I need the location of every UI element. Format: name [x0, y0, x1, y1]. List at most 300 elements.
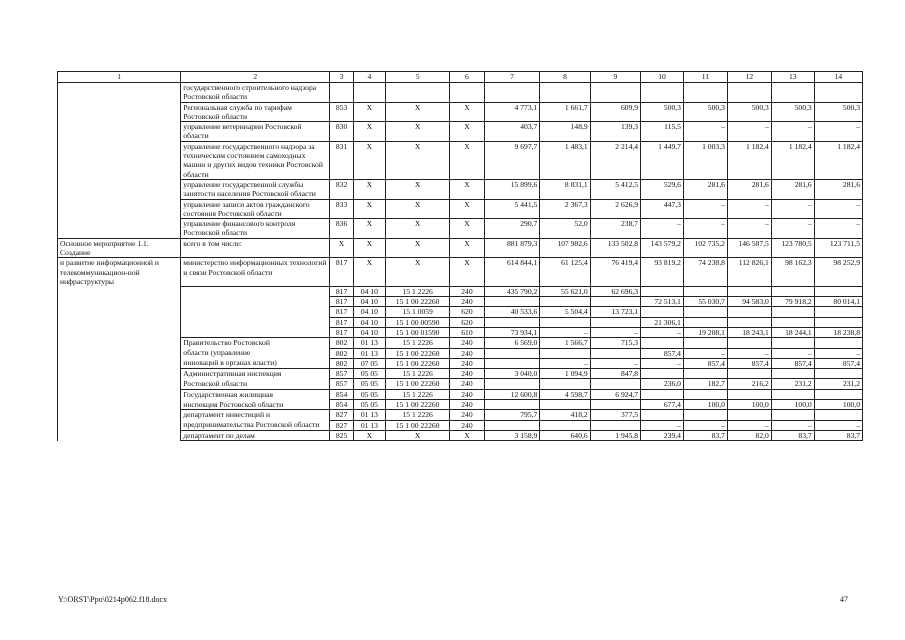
table-row	[58, 102, 863, 122]
table-cell: 01 13	[353, 420, 385, 430]
table-cell: 76 419,4	[590, 258, 640, 286]
table-cell: 15 1 0059	[385, 307, 449, 317]
table-cell: 802	[330, 338, 354, 348]
table-cell	[683, 286, 727, 296]
table-row	[58, 369, 863, 379]
table-cell: –	[771, 122, 814, 142]
table-cell	[58, 102, 181, 122]
table-cell	[58, 307, 181, 317]
table-cell: 112 826,1	[727, 258, 771, 286]
table-cell: 15 1 2226	[385, 410, 449, 420]
table-cell	[540, 348, 590, 358]
table-cell	[58, 122, 181, 142]
table-cell: 40 533,6	[484, 307, 540, 317]
table-cell: 74 238,8	[683, 258, 727, 286]
table-cell: управление государственной службы занятости населения Ростовской области	[181, 179, 330, 199]
table-cell: 100,0	[727, 400, 771, 410]
table-cell: 403,7	[484, 122, 540, 142]
table-cell	[181, 286, 330, 296]
table-cell: 825	[330, 430, 354, 440]
page-number: 47	[840, 595, 848, 604]
table-cell: Х	[450, 122, 484, 142]
table-cell: управление государственного надзора за техническим состоянием самоходных машин и других видов техники Ростовской области	[181, 141, 330, 179]
table-cell: 15 1 00 22260	[385, 420, 449, 430]
table-cell	[181, 327, 330, 337]
table-cell: 1 566,7	[540, 338, 590, 348]
table-cell: 1 182,4	[771, 141, 814, 179]
table-cell	[58, 358, 181, 368]
table-row	[58, 317, 863, 327]
table-cell: инноваций в органах власти)	[181, 358, 330, 368]
table-cell: 15 1 00 01590	[385, 327, 449, 337]
table-cell	[540, 83, 590, 103]
table-cell: 8 831,1	[540, 179, 590, 199]
table-cell: 715,3	[590, 338, 640, 348]
table-cell	[771, 389, 814, 399]
table-cell	[683, 410, 727, 420]
table-cell: 827	[330, 420, 354, 430]
column-number: 10	[641, 72, 684, 83]
table-row	[58, 420, 863, 430]
table-cell: 231,2	[814, 379, 862, 389]
table-cell: Х	[450, 219, 484, 239]
table-cell	[590, 348, 640, 358]
table-cell: 83,7	[683, 430, 727, 440]
table-cell: Х	[385, 179, 449, 199]
table-cell: 3 040,0	[484, 369, 540, 379]
table-cell: 857,4	[727, 358, 771, 368]
table-row	[58, 430, 863, 440]
table-cell: 836	[330, 219, 354, 239]
table-row	[58, 410, 863, 420]
table-cell: Х	[385, 102, 449, 122]
table-cell: 500,3	[641, 102, 684, 122]
table-cell: 133 502,8	[590, 238, 640, 258]
table-cell: –	[814, 122, 862, 142]
table-cell	[727, 338, 771, 348]
table-cell: 15 1 00 22260	[385, 348, 449, 358]
table-cell	[683, 317, 727, 327]
table-cell: –	[771, 219, 814, 239]
table-cell: департамент по делам	[181, 430, 330, 440]
table-row	[58, 307, 863, 317]
table-cell	[58, 389, 181, 399]
table-cell: 15 899,6	[484, 179, 540, 199]
table-cell: 83,7	[814, 430, 862, 440]
table-cell: Административная инспекция	[181, 369, 330, 379]
table-cell: 240	[450, 358, 484, 368]
table-cell	[484, 83, 540, 103]
table-cell	[58, 317, 181, 327]
table-cell: 216,2	[727, 379, 771, 389]
table-cell: –	[641, 358, 684, 368]
table-cell: –	[727, 348, 771, 358]
table-cell: 854	[330, 400, 354, 410]
table-cell	[641, 83, 684, 103]
table-cell: министерство информационных технологий и связи Ростовской области	[181, 258, 330, 286]
table-row	[58, 199, 863, 219]
table-cell: –	[590, 358, 640, 368]
table-cell	[58, 430, 181, 440]
table-row	[58, 83, 863, 103]
table-cell: 447,3	[641, 199, 684, 219]
table-cell: 80 014,1	[814, 297, 862, 307]
table-cell: 857,4	[814, 358, 862, 368]
table-cell	[683, 307, 727, 317]
table-cell: 854	[330, 389, 354, 399]
table-cell: 435 790,2	[484, 286, 540, 296]
table-cell: Х	[450, 199, 484, 219]
table-cell: –	[771, 199, 814, 219]
table-cell: –	[814, 348, 862, 358]
table-cell: 817	[330, 258, 354, 286]
table-cell: 281,6	[814, 179, 862, 199]
table-cell: 15 1 2226	[385, 338, 449, 348]
table-cell: Х	[450, 102, 484, 122]
table-cell: Ростовской области	[181, 379, 330, 389]
table-cell: Х	[385, 238, 449, 258]
table-cell: Х	[353, 179, 385, 199]
table-cell	[727, 286, 771, 296]
table-cell: 12 600,8	[484, 389, 540, 399]
table-cell: Х	[385, 258, 449, 286]
table-cell: департамент инвестиций и	[181, 410, 330, 420]
table-cell: Х	[385, 219, 449, 239]
table-cell: 62 696,3	[590, 286, 640, 296]
table-cell	[641, 286, 684, 296]
table-cell	[641, 369, 684, 379]
table-row	[58, 348, 863, 358]
table-cell: Х	[353, 258, 385, 286]
table-cell: 04 10	[353, 327, 385, 337]
table-cell	[58, 83, 181, 103]
table-cell: 620	[450, 307, 484, 317]
table-cell: Х	[385, 430, 449, 440]
table-cell	[58, 348, 181, 358]
column-number: 2	[181, 72, 330, 83]
table-cell: –	[727, 199, 771, 219]
table-cell: 677,4	[641, 400, 684, 410]
table-cell: 238,7	[590, 219, 640, 239]
table-cell: Основное мероприятие 1.1. Создание	[58, 238, 181, 258]
table-cell	[771, 83, 814, 103]
table-cell: 182,7	[683, 379, 727, 389]
table-cell: Х	[450, 238, 484, 258]
table-cell: 240	[450, 286, 484, 296]
table-cell: 500,3	[814, 102, 862, 122]
table-cell: –	[641, 327, 684, 337]
table-cell	[727, 389, 771, 399]
table-cell: 3 158,9	[484, 430, 540, 440]
table-cell: 61 125,4	[540, 258, 590, 286]
table-cell: 857,4	[771, 358, 814, 368]
table-cell: 94 583,0	[727, 297, 771, 307]
table-cell: 123 780,5	[771, 238, 814, 258]
column-number: 11	[683, 72, 727, 83]
table-cell: 15 1 2226	[385, 286, 449, 296]
table-cell	[58, 410, 181, 420]
table-cell: 881 879,3	[484, 238, 540, 258]
table-cell	[683, 369, 727, 379]
table-cell	[590, 420, 640, 430]
column-number-row	[58, 72, 863, 83]
table-cell	[641, 307, 684, 317]
table-cell: 240	[450, 369, 484, 379]
table-cell: области (управление	[181, 348, 330, 358]
table-cell: 281,6	[727, 179, 771, 199]
table-cell: 795,7	[484, 410, 540, 420]
table-cell	[181, 297, 330, 307]
table-cell: –	[683, 420, 727, 430]
table-cell: 15 1 00 22260	[385, 400, 449, 410]
table-cell	[484, 297, 540, 307]
table-cell: –	[814, 420, 862, 430]
table-cell: 123 711,5	[814, 238, 862, 258]
table-cell: 1 094,9	[540, 369, 590, 379]
table-cell: Х	[353, 102, 385, 122]
table-cell: 281,6	[771, 179, 814, 199]
table-cell: 148,9	[540, 122, 590, 142]
table-cell: –	[641, 420, 684, 430]
table-cell: Государственная жилищная	[181, 389, 330, 399]
table-cell: 1 003,3	[683, 141, 727, 179]
table-cell: Х	[353, 430, 385, 440]
table-cell	[727, 307, 771, 317]
table-cell: 609,9	[590, 102, 640, 122]
table-cell: 04 10	[353, 286, 385, 296]
table-cell: 2 626,9	[590, 199, 640, 219]
table-cell: 2 214,4	[590, 141, 640, 179]
table-cell: –	[727, 420, 771, 430]
table-cell	[58, 297, 181, 307]
table-cell: –	[683, 122, 727, 142]
table-cell: 418,2	[540, 410, 590, 420]
table-cell: 1 182,4	[727, 141, 771, 179]
table-row	[58, 238, 863, 258]
table-cell: 143 579,2	[641, 238, 684, 258]
table-cell: предпринимательства Ростовской области	[181, 420, 330, 430]
table-cell: 240	[450, 379, 484, 389]
table-cell: –	[590, 327, 640, 337]
table-cell: 827	[330, 410, 354, 420]
table-cell	[181, 317, 330, 327]
table-cell: 500,3	[683, 102, 727, 122]
table-cell	[590, 379, 640, 389]
table-cell	[771, 317, 814, 327]
table-cell: государственного строительного надзора Ростовской области	[181, 83, 330, 103]
table-cell: 802	[330, 348, 354, 358]
table-cell	[484, 348, 540, 358]
table-cell: 19 208,1	[683, 327, 727, 337]
table-cell: 240	[450, 338, 484, 348]
table-cell: Х	[353, 238, 385, 258]
table-cell: 100,0	[683, 400, 727, 410]
table-cell: 240	[450, 297, 484, 307]
table-cell: 847,8	[590, 369, 640, 379]
table-cell: 817	[330, 307, 354, 317]
table-cell: 857,4	[683, 358, 727, 368]
table-cell	[540, 297, 590, 307]
table-cell	[590, 317, 640, 327]
table-cell	[58, 286, 181, 296]
table-cell: 18 238,8	[814, 327, 862, 337]
table-cell: 21 306,1	[641, 317, 684, 327]
table-cell	[58, 338, 181, 348]
table-row	[58, 258, 863, 286]
table-cell	[540, 420, 590, 430]
table-cell	[58, 141, 181, 179]
table-cell	[540, 400, 590, 410]
column-number: 7	[484, 72, 540, 83]
table-cell: –	[771, 348, 814, 358]
file-path: Y:\ORST\Ppo\0214p062.f18.docx	[58, 595, 168, 604]
table-cell: 82,0	[727, 430, 771, 440]
column-number: 3	[330, 72, 354, 83]
column-number: 8	[540, 72, 590, 83]
table-cell	[540, 379, 590, 389]
table-row	[58, 400, 863, 410]
table-cell: 857	[330, 379, 354, 389]
table-cell	[353, 83, 385, 103]
table-cell: 830	[330, 122, 354, 142]
table-cell	[814, 83, 862, 103]
table-cell	[58, 400, 181, 410]
table-cell: –	[727, 122, 771, 142]
table-cell: –	[727, 219, 771, 239]
table-cell	[641, 410, 684, 420]
table-cell: 817	[330, 317, 354, 327]
table-cell: 857	[330, 369, 354, 379]
table-cell: 04 10	[353, 307, 385, 317]
table-cell	[771, 307, 814, 317]
table-cell	[771, 286, 814, 296]
table-cell	[540, 317, 590, 327]
table-cell	[58, 219, 181, 239]
table-cell	[727, 83, 771, 103]
table-cell: 831	[330, 141, 354, 179]
table-cell: Х	[385, 199, 449, 219]
table-cell	[641, 338, 684, 348]
table-cell	[484, 420, 540, 430]
table-cell: 115,5	[641, 122, 684, 142]
table-cell: 98 252,9	[814, 258, 862, 286]
column-number: 14	[814, 72, 862, 83]
table-cell: –	[641, 219, 684, 239]
table-cell: 500,3	[771, 102, 814, 122]
column-number: 4	[353, 72, 385, 83]
budget-table	[57, 71, 863, 441]
table-cell: управление записи актов гражданского состояния Ростовской области	[181, 199, 330, 219]
table-cell: 139,3	[590, 122, 640, 142]
table-cell: 01 13	[353, 410, 385, 420]
table-cell: 18 243,1	[727, 327, 771, 337]
table-cell	[58, 369, 181, 379]
table-cell: 5 441,5	[484, 199, 540, 219]
table-cell	[58, 379, 181, 389]
table-cell: 290,7	[484, 219, 540, 239]
table-cell: 1 483,1	[540, 141, 590, 179]
table-cell: Х	[450, 141, 484, 179]
table-cell: 13 723,1	[590, 307, 640, 317]
table-cell: 281,6	[683, 179, 727, 199]
budget-table-sheet	[57, 71, 863, 441]
table-row	[58, 389, 863, 399]
table-cell: 55 621,0	[540, 286, 590, 296]
table-cell: 236,0	[641, 379, 684, 389]
table-cell: 107 982,6	[540, 238, 590, 258]
table-cell: –	[540, 327, 590, 337]
table-cell: 83,7	[771, 430, 814, 440]
table-cell: –	[683, 219, 727, 239]
table-cell: 07 05	[353, 358, 385, 368]
table-cell: 2 367,3	[540, 199, 590, 219]
table-cell	[727, 317, 771, 327]
table-cell: 817	[330, 286, 354, 296]
table-row	[58, 179, 863, 199]
table-cell: 18 244,1	[771, 327, 814, 337]
table-cell: 817	[330, 297, 354, 307]
table-cell: 1 945,8	[590, 430, 640, 440]
table-cell	[814, 307, 862, 317]
table-row	[58, 286, 863, 296]
table-cell	[814, 369, 862, 379]
column-number: 13	[771, 72, 814, 83]
table-cell: 5 504,4	[540, 307, 590, 317]
table-cell: Х	[353, 141, 385, 179]
table-cell: 55 030,7	[683, 297, 727, 307]
column-number: 9	[590, 72, 640, 83]
table-cell	[683, 338, 727, 348]
table-cell	[58, 420, 181, 430]
table-cell: 1 449,7	[641, 141, 684, 179]
table-cell: Х	[353, 199, 385, 219]
column-number: 5	[385, 72, 449, 83]
table-row	[58, 297, 863, 307]
table-cell	[484, 317, 540, 327]
table-cell: 01 13	[353, 348, 385, 358]
table-cell: –	[683, 199, 727, 219]
table-cell: 04 10	[353, 317, 385, 327]
table-cell	[683, 389, 727, 399]
table-row	[58, 122, 863, 142]
table-cell: 9 697,7	[484, 141, 540, 179]
table-cell	[814, 410, 862, 420]
table-cell: Х	[385, 122, 449, 142]
table-cell: 853	[330, 102, 354, 122]
table-row	[58, 379, 863, 389]
table-row	[58, 358, 863, 368]
table-cell: 1 182,4	[814, 141, 862, 179]
table-cell: 817	[330, 327, 354, 337]
table-cell: 500,3	[727, 102, 771, 122]
table-cell: 1 661,7	[540, 102, 590, 122]
table-cell: управление ветеринарии Ростовской области	[181, 122, 330, 142]
table-cell	[771, 369, 814, 379]
table-row	[58, 327, 863, 337]
table-cell: –	[814, 199, 862, 219]
table-cell: Х	[450, 430, 484, 440]
column-number: 6	[450, 72, 484, 83]
table-cell: 52,0	[540, 219, 590, 239]
table-cell: 05 05	[353, 389, 385, 399]
table-cell: 833	[330, 199, 354, 219]
table-cell: 240	[450, 389, 484, 399]
table-cell	[727, 410, 771, 420]
table-cell	[590, 297, 640, 307]
table-cell	[814, 338, 862, 348]
table-cell: 802	[330, 358, 354, 368]
table-cell: Региональная служба по тарифам Ростовской области	[181, 102, 330, 122]
